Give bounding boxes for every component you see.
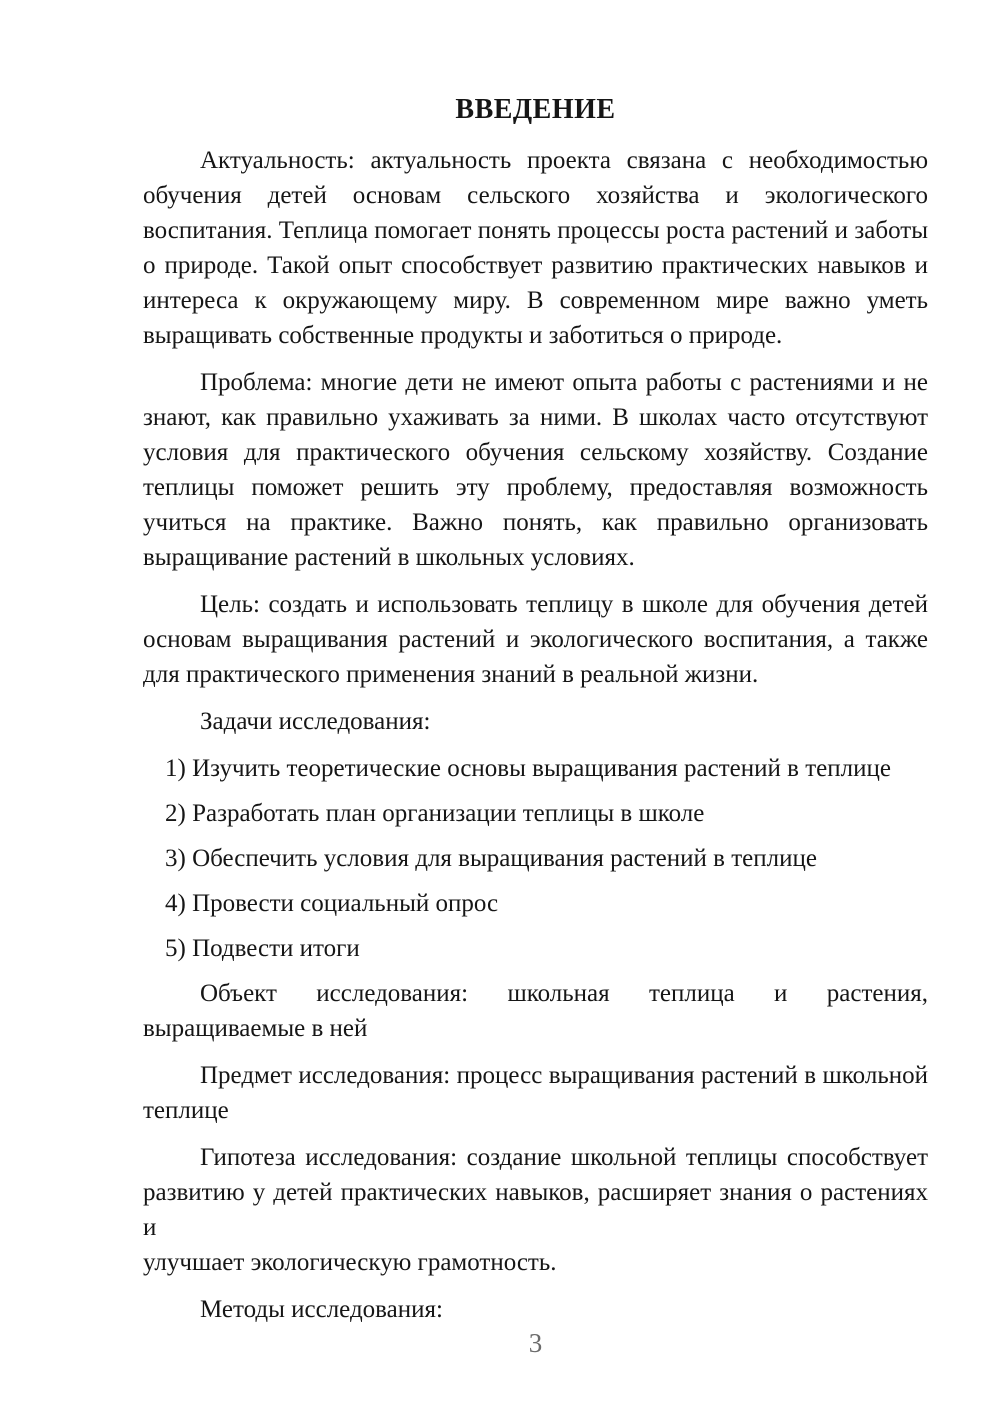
text-line: условия для практического обучения сельскому хозяйству. Создание [143, 439, 928, 466]
text-line: теплице [143, 1097, 229, 1124]
paragraph [143, 143, 928, 353]
document-body [143, 143, 928, 1327]
text-line: для практического применения знаний в реальной жизни. [143, 661, 759, 688]
text-line: выращиваемые в ней [143, 1015, 368, 1042]
text-line: Актуальность: актуальность проекта связана с необходимостью [200, 147, 928, 174]
paragraph [143, 976, 928, 1046]
list-item [143, 841, 928, 876]
text-line: Предмет исследования: процесс выращивания растений в школьной [200, 1062, 928, 1089]
text-line: Задачи исследования: [200, 708, 431, 735]
text-line: Проблема: многие дети не имеют опыта работы с растениями и не [200, 369, 928, 396]
text-line: 1) Изучить теоретические основы выращивания растений в теплице [165, 755, 891, 782]
list-item [143, 751, 928, 786]
text-line: воспитания. Теплица помогает понять процессы роста растений и заботы [143, 217, 928, 244]
text-line: о природе. Такой опыт способствует развитию практических навыков и [143, 252, 928, 279]
text-line: основам выращивания растений и экологического воспитания, а также [143, 626, 928, 653]
list-item [143, 796, 928, 831]
paragraph [143, 1292, 928, 1327]
text-line: выращивать собственные продукты и заботиться о природе. [143, 322, 783, 349]
list-item [143, 886, 928, 921]
text-line: 2) Разработать план организации теплицы в школе [165, 800, 705, 827]
paragraph [143, 704, 928, 739]
text-line: Цель: создать и использовать теплицу в школе для обучения детей [200, 591, 928, 618]
text-line: 3) Обеспечить условия для выращивания растений в теплице [165, 845, 817, 872]
text-line: учиться на практике. Важно понять, как правильно организовать [143, 509, 928, 536]
page-title: ВВЕДЕНИЕ [455, 94, 616, 125]
text-line: интереса к окружающему миру. В современном мире важно уметь [143, 287, 928, 314]
text-line: знают, как правильно ухаживать за ними. В школах часто отсутствуют [143, 404, 928, 431]
paragraph [143, 1058, 928, 1128]
paragraph [143, 365, 928, 575]
text-line: улучшает экологическую грамотность. [143, 1249, 557, 1276]
text-line: Объект исследования: школьная теплица и растения, [200, 980, 928, 1007]
text-line: 4) Провести социальный опрос [165, 890, 499, 917]
paragraph [143, 1140, 928, 1280]
text-line: Гипотеза исследования: создание школьной теплицы способствует [200, 1144, 928, 1171]
text-line: теплицы поможет решить эту проблему, предоставляя возможность [143, 474, 928, 501]
text-line: 5) Подвести итоги [165, 935, 360, 962]
page-number: 3 [528, 1328, 543, 1358]
paragraph [143, 587, 928, 692]
text-line: Методы исследования: [200, 1296, 443, 1323]
text-line: развитию у детей практических навыков, расширяет знания о растениях и [143, 1179, 928, 1241]
text-line: выращивание растений в школьных условиях. [143, 544, 635, 571]
list-item [143, 931, 928, 966]
text-line: обучения детей основам сельского хозяйства и экологического [143, 182, 928, 209]
